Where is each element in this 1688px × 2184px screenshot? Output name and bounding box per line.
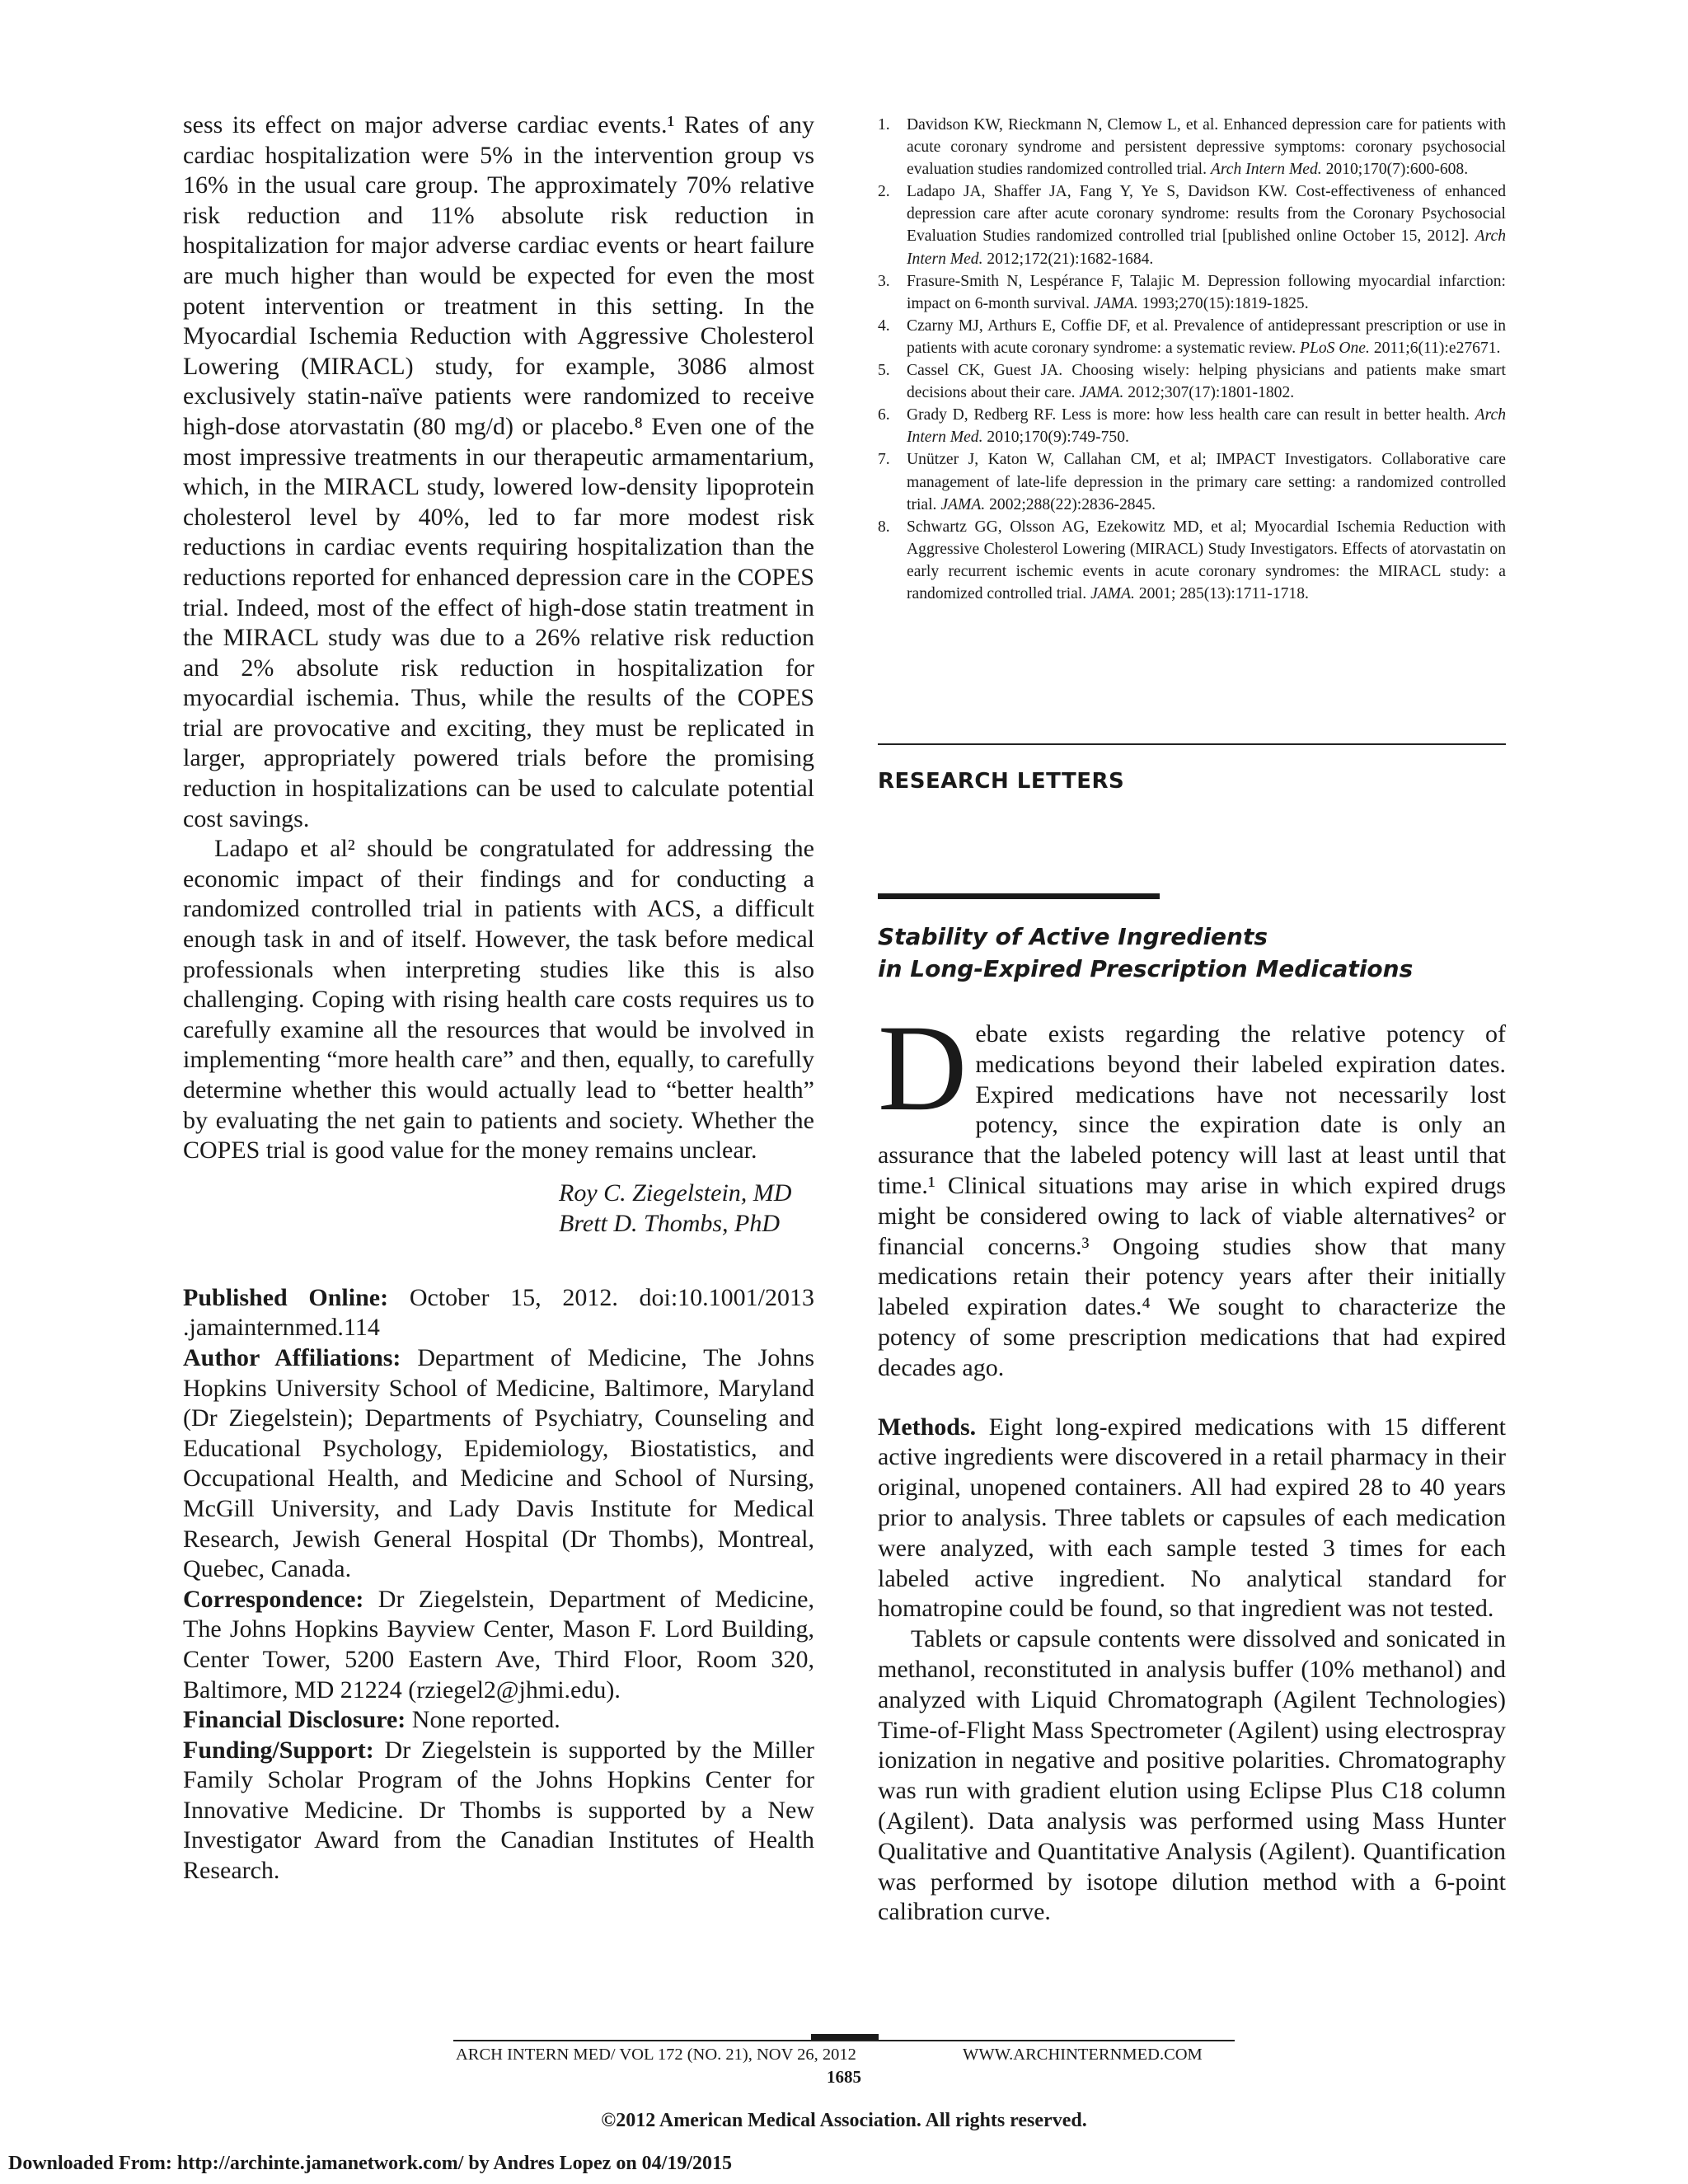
reference-item: 3. Frasure-Smith N, Lespérance F, Talajic M. Depression following myocardial infarction: impact on 6-month survival. JAMA. 1993;270(15):1819-1825.: [878, 272, 1506, 312]
article-title-line: Stability of Active Ingredients: [878, 923, 1268, 950]
download-notice: Downloaded From: http://archinte.jamanetwork.com/ by Andres Lopez on 04/19/2015: [8, 2153, 733, 2174]
reference-item: 6. Grady D, Redberg RF. Less is more: how less health care can result in better health. Arch Intern Med. 2010;170(9):749-750.: [878, 406, 1506, 447]
funding-support: Funding/Support: Dr Ziegelstein is supported by the Miller Family Scholar Program of the Johns Hopkins Center for Innovative Medicine. Dr Thombs is supported by a New Investigator Award from the Canadian Institutes of Health Research.: [183, 1736, 815, 1885]
methods-paragraph-2: Tablets or capsule contents were dissolved and sonicated in methanol, reconstituted in analysis buffer (10% methanol) and analyzed with Liquid Chromatograph (Agilent Technologies) Time-of-Flight Mass Spectrometer (Agilent) using electrospray ionization in negative and positive polarities. Chromatography was run with gradient elution using Eclipse Plus C18 column (Agilent). Data analysis was performed using Mass Hunter Qualitative and Quantitative Analysis (Agilent). Quantification was performed by isotope dilution method with a 6-point calibration curve.: [878, 1625, 1506, 1926]
drop-cap: D: [878, 1000, 968, 1137]
journal-citation: ARCH INTERN MED/ VOL 172 (NO. 21), NOV 26, 2012: [456, 2046, 856, 2064]
left-column: [183, 110, 814, 1886]
author-name: Brett D. Thombs, PhD: [559, 1209, 781, 1237]
reference-item: 4. Czarny MJ, Arthurs E, Coffie DF, et al. Prevalence of antidepressant prescription or use in patients with acute coronary syndrome: a systematic review. PLoS One. 2011;6(11):e27671.: [878, 316, 1506, 357]
reference-item: 5. Cassel CK, Guest JA. Choosing wisely: helping physicians and patients make smart decisions about their care. JAMA. 2012;307(17):1801-1802.: [878, 362, 1506, 402]
methods-paragraph: Methods. Eight long-expired medications with 15 different active ingredients were discovered in a retail pharmacy in their original, unopened containers. All had expired 28 to 40 years prior to analysis. Three tablets or capsules of each medication were analyzed, with each sample tested 3 times for each labeled active ingredient. No analytical standard for homatropine could be found, so that ingredient was not tested.: [878, 1413, 1506, 1623]
body-paragraph: sess its effect on major adverse cardiac events.¹ Rates of any cardiac hospitalization were 5% in the intervention group vs 16% in the usual care group. The approximately 70% relative risk reduction and 11% absolute risk reduction in hospitalization for major adverse cardiac events or heart failure are much higher than would be expected for even the most potent intervention or treatment in this setting. In the Myocardial Ischemia Reduction with Aggressive Cholesterol Lowering (MIRACL) study, for example, 3086 almost exclusively statin-naïve patients were randomized to receive high-dose atorvastatin (80 mg/d) or placebo.⁸ Even one of the most impressive treatments in our therapeutic armamentarium, which, in the MIRACL study, lowered low-density lipoprotein cholesterol level by 40%, led to far more modest risk reductions in cardiac events requiring hospitalization than the reductions reported for enhanced depression care in the COPES trial. Indeed, most of the effect of high-dose statin treatment in the MIRACL study was due to a 26% relative risk reduction and 2% absolute risk reduction in hospitalization for myocardial ischemia. Thus, while the results of the COPES trial are provocative and exciting, they must be replicated in larger, appropriately powered trials before the promising reduction in hospitalizations can be used to calculate potential cost savings.: [183, 111, 814, 832]
financial-disclosure: Financial Disclosure: None reported.: [183, 1706, 560, 1734]
author-signature: [183, 1178, 814, 1239]
copyright-notice: ©2012 American Medical Association. All rights reserved.: [601, 2110, 1087, 2131]
article-title-line: in Long-Expired Prescription Medications: [878, 955, 1414, 982]
article-info: [183, 1283, 814, 1886]
author-name: Roy C. Ziegelstein, MD: [559, 1179, 792, 1207]
intro-paragraph: Debate exists regarding the relative potency of medications beyond their labeled expiration dates. Expired medications have not necessarily lost potency, since the expiration date is only an assurance that the labeled potency will last at least until that time.¹ Clinical situations may arise in which expired drugs might be considered owing to lack of viable alternatives² or financial concerns.³ Ongoing studies show that many medications retain their potency years after their initially labeled expiration dates.⁴ We sought to characterize the potency of some prescription medications that had expired decades ago.: [878, 1000, 1506, 1381]
methods-heading: Methods.: [878, 1413, 977, 1441]
title-rule: [878, 893, 1160, 899]
article-body: [878, 1000, 1506, 1928]
reference-list: [878, 114, 1506, 605]
correspondence: Correspondence: Dr Ziegelstein, Department of Medicine, The Johns Hopkins Bayview Center, Mason F. Lord Building, Center Tower, 5200 Eastern Ave, Third Floor, Room 320, Baltimore, MD 21224 (rziegel2@jhmi.edu).: [183, 1585, 814, 1704]
section-divider: [878, 743, 1506, 745]
body-paragraph: Ladapo et al² should be congratulated for addressing the economic impact of their findings and for conducting a randomized controlled trial in patients with ACS, a difficult enough task in and of itself. However, the task before medical professionals when interpreting studies like this is also challenging. Coping with rising health care costs requires us to carefully examine all the resources that would be involved in implementing “more health care” and then, equally, to carefully determine whether this would actually lead to “better health” by evaluating the net gain to patients and society. Whether the COPES trial is good value for the money remains unclear.: [183, 835, 814, 1165]
reference-item: 8. Schwartz GG, Olsson AG, Ezekowitz MD, et al; Myocardial Ischemia Reduction with Aggressive Cholesterol Lowering (MIRACL) Study Investigators. Effects of atorvastatin on early recurrent ischemic events in acute coronary syndromes: the MIRACL study: a randomized controlled trial. JAMA. 2001; 285(13):1711-1718.: [878, 518, 1506, 602]
journal-website: WWW.ARCHINTERNMED.COM: [963, 2046, 1203, 2064]
page-number: 1685: [827, 2067, 861, 2087]
reference-item: 1. Davidson KW, Rieckmann N, Clemow L, et al. Enhanced depression care for patients with acute coronary syndrome and persistent depressive symptoms: coronary psychosocial evaluation studies randomized controlled trial. Arch Intern Med. 2010;170(7):600-608.: [878, 116, 1506, 179]
published-online: Published Online: October 15, 2012. doi:10.1001/2013 .jamainternmed.114: [183, 1283, 815, 1342]
article-title: [878, 921, 1413, 985]
reference-item: 7. Unützer J, Katon W, Callahan CM, et al; IMPACT Investigators. Collaborative care management of late-life depression in the primary care setting: a randomized controlled trial. JAMA. 2002;288(22):2836-2845.: [878, 451, 1506, 513]
author-affiliations: Author Affiliations: Department of Medicine, The Johns Hopkins University School of Medicine, Baltimore, Maryland (Dr Ziegelstein); Departments of Psychiatry, Counseling and Educational Psychology, Epidemiology, Biostatistics, and Occupational Health, and Medicine and School of Nursing, McGill University, and Lady Davis Institute for Medical Research, Jewish General Hospital (Dr Thombs), Montreal, Quebec, Canada.: [183, 1343, 815, 1583]
section-label: RESEARCH LETTERS: [878, 769, 1125, 794]
footer-tick: [811, 2034, 879, 2040]
footer-rule: [453, 2040, 1235, 2041]
reference-item: 2. Ladapo JA, Shaffer JA, Fang Y, Ye S, Davidson KW. Cost-effectiveness of enhanced depression care after acute coronary syndrome: results from the Coronary Psychosocial Evaluation Studies randomized controlled trial [published online October 15, 2012]. Arch Intern Med. 2012;172(21):1682-1684.: [878, 183, 1506, 268]
